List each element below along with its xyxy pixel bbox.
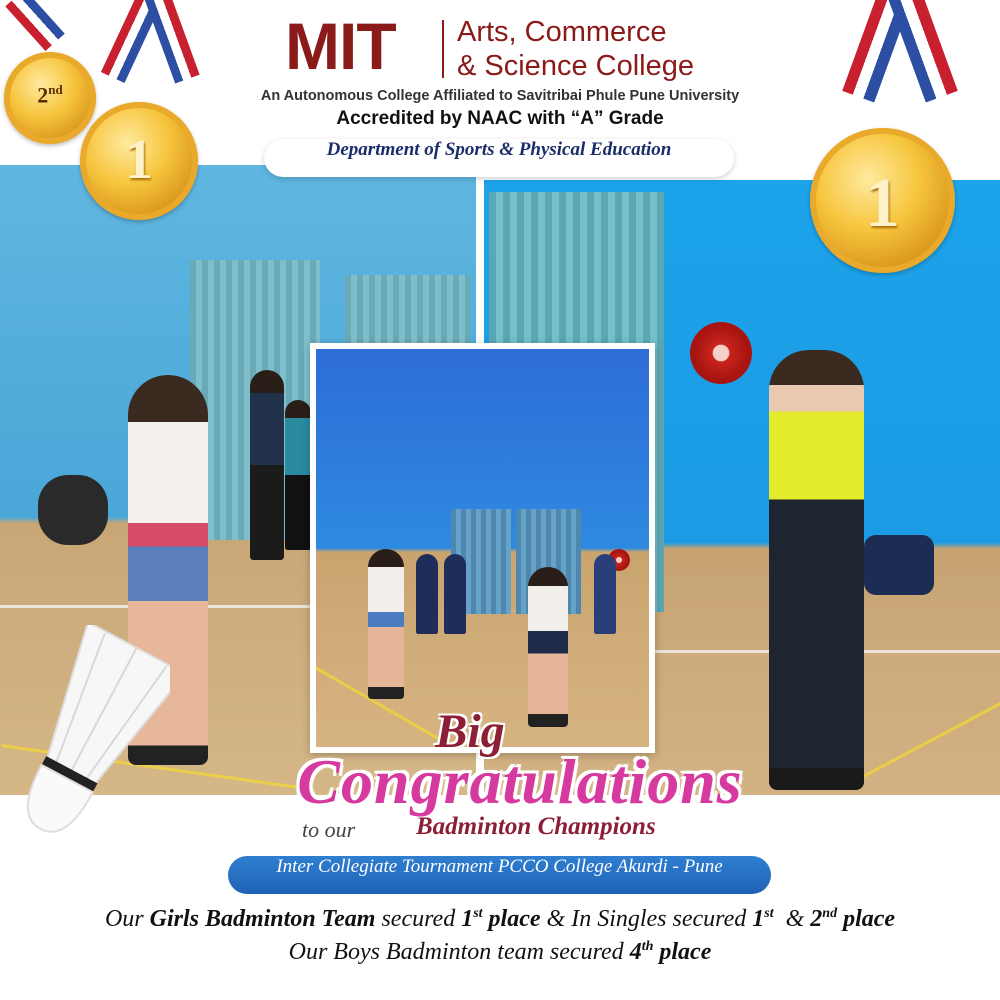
kit-bag bbox=[864, 535, 934, 595]
college-logo bbox=[285, 9, 725, 83]
department-banner: Department of Sports & Physical Education bbox=[264, 139, 734, 177]
medal-right-number: 1 bbox=[865, 165, 900, 242]
player-figure bbox=[769, 350, 864, 790]
fire-hose-reel bbox=[690, 322, 752, 384]
player-figure bbox=[368, 549, 404, 699]
girls-team-label: Girls Badminton Team bbox=[149, 906, 376, 932]
affiliation-text: An Autonomous College Affiliated to Savitribai Phule Pune University bbox=[260, 88, 740, 104]
tournament-banner: Inter Collegiate Tournament PCCO College Akurdi - Pune bbox=[228, 856, 771, 894]
ribbon bbox=[142, 0, 199, 84]
accreditation-text: Accredited by NAAC with “A” Grade bbox=[336, 108, 664, 129]
logo-divider bbox=[442, 20, 444, 78]
first-place-medal-icon bbox=[80, 102, 198, 220]
result-line-girls: Our Girls Badminton Team secured 1st place & In Singles secured 1st & 2nd place bbox=[104, 906, 896, 932]
spectator-figure bbox=[416, 554, 438, 634]
medal-group-right bbox=[800, 0, 1000, 290]
photo-center-match bbox=[310, 343, 655, 753]
medal-2nd-number: 2 bbox=[37, 82, 49, 108]
logo-mark: MIT bbox=[285, 9, 396, 83]
medal-left-number: 1 bbox=[125, 129, 153, 191]
headline-to-our: to our bbox=[302, 817, 356, 842]
spectator-figure bbox=[250, 370, 284, 560]
headline-congratulations: Congratulations bbox=[297, 746, 743, 817]
spectator-figure bbox=[285, 400, 311, 550]
shuttlecock-icon bbox=[0, 625, 170, 865]
court-line-yellow bbox=[853, 700, 1000, 782]
seated-spectator bbox=[38, 475, 108, 545]
headline-big: Big bbox=[435, 705, 505, 758]
ribbon bbox=[5, 0, 64, 51]
player-figure bbox=[528, 567, 568, 727]
medal-group-left bbox=[0, 0, 210, 230]
headline-champions: Badminton Champions bbox=[416, 813, 656, 840]
ribbon bbox=[888, 0, 958, 102]
first-place-medal-icon bbox=[810, 128, 955, 273]
result-line-boys: Our Boys Badminton team secured 4th place bbox=[288, 939, 712, 965]
medal-2nd-suffix: nd bbox=[48, 82, 63, 97]
logo-line-1: Arts, Commerce bbox=[457, 16, 667, 48]
logo-line-2: & Science College bbox=[457, 50, 694, 82]
spectator-figure bbox=[594, 554, 616, 634]
spectator-figure bbox=[444, 554, 466, 634]
